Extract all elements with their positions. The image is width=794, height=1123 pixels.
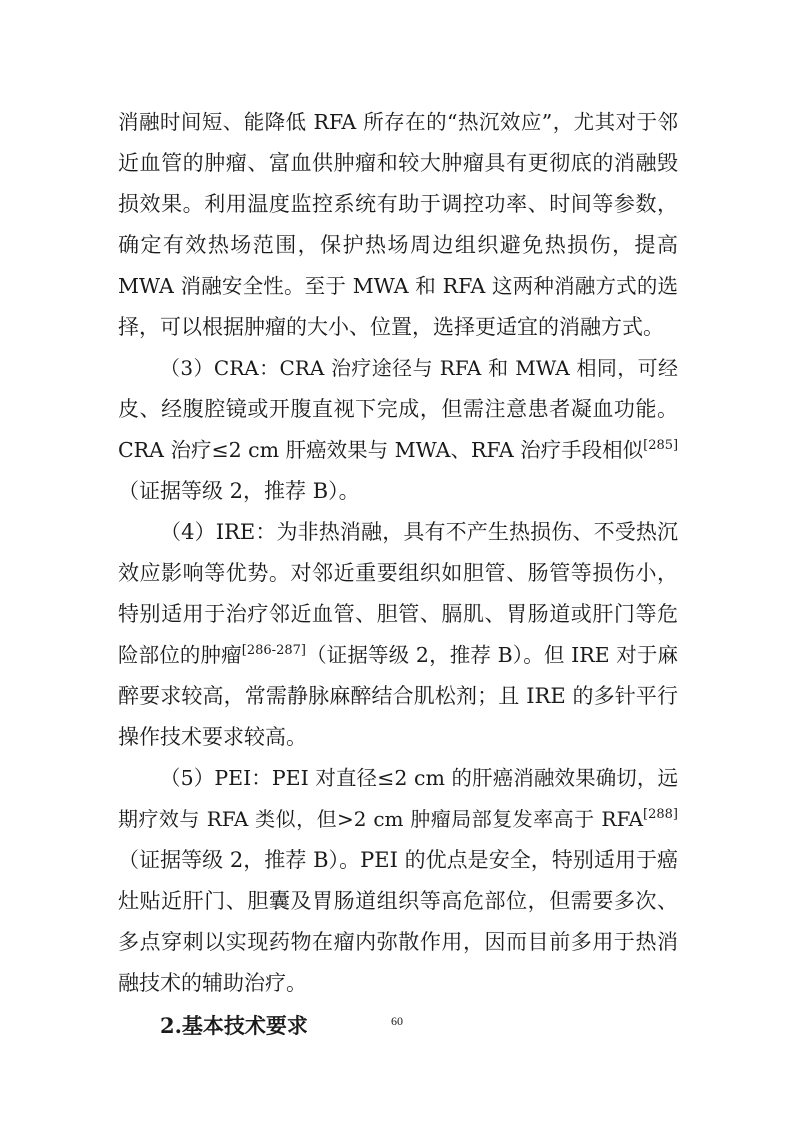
- text-segment: 期疗效与 RFA 类似，但>2 cm 肿瘤局部复发率高于 RFA: [118, 807, 644, 831]
- text-line: 灶贴近肝门、胆囊及胃肠道组织等高危部位，但需要多次、: [118, 889, 678, 913]
- citation-ref: [286-287]: [241, 643, 306, 658]
- text-line: 近血管的肿瘤、富血供肿瘤和较大肿瘤具有更彻底的消融毁: [118, 151, 678, 175]
- text-line: 效应影响等优势。对邻近重要组织如胆管、肠管等损伤小，: [118, 561, 678, 585]
- body-text: [118, 102, 678, 1048]
- section-heading: 2.基本技术要求: [160, 1013, 308, 1038]
- text-line: [118, 799, 678, 840]
- citation-ref: [285]: [643, 438, 679, 453]
- text-line: 皮、经腹腔镜或开腹直视下完成，但需注意患者凝血功能。: [118, 397, 678, 421]
- text-line: 损效果。利用温度监控系统有助于调控功率、时间等参数，: [118, 192, 678, 216]
- text-line: [118, 635, 678, 676]
- text-line: （证据等级 2，推荐 B）。: [118, 479, 360, 503]
- text-line: [118, 430, 678, 471]
- text-segment: （证据等级 2，推荐 B）。但 IRE 对于麻: [305, 643, 679, 667]
- text-line: 择，可以根据肿瘤的大小、位置，选择更适宜的消融方式。: [118, 315, 664, 339]
- text-line: 醉要求较高，常需静脉麻醉结合肌松剂；且 IRE 的多针平行: [118, 684, 678, 708]
- text-line: 特别适用于治疗邻近血管、胆管、膈肌、胃肠道或肝门等危: [118, 602, 678, 626]
- text-line: 确定有效热场范围，保护热场周边组织避免热损伤，提高: [118, 233, 678, 257]
- text-line: 多点穿刺以实现药物在瘤内弥散作用，因而目前多用于热消: [118, 930, 678, 954]
- page-number: 60: [391, 1014, 403, 1028]
- text-line: （证据等级 2，推荐 B）。PEI 的优点是安全，特别适用于癌: [118, 848, 678, 872]
- citation-ref: [288]: [643, 807, 678, 822]
- text-line: （4）IRE：为非热消融，具有不产生热损伤、不受热沉: [160, 520, 678, 544]
- text-segment: 险部位的肿瘤: [118, 643, 242, 667]
- text-line: 融技术的辅助治疗。: [118, 971, 307, 995]
- text-segment: CRA 治疗≤2 cm 肝癌效果与 MWA、RFA 治疗手段相似: [118, 438, 644, 462]
- text-line: （5）PEI：PEI 对直径≤2 cm 的肝癌消融效果确切，远: [160, 766, 678, 790]
- text-line: 消融时间短、能降低 RFA 所存在的“热沉效应”，尤其对于邻: [118, 110, 678, 134]
- text-line: （3）CRA：CRA 治疗途径与 RFA 和 MWA 相同，可经: [160, 356, 678, 380]
- text-line: 操作技术要求较高。: [118, 725, 307, 749]
- text-line: MWA 消融安全性。至于 MWA 和 RFA 这两种消融方式的选: [118, 274, 678, 298]
